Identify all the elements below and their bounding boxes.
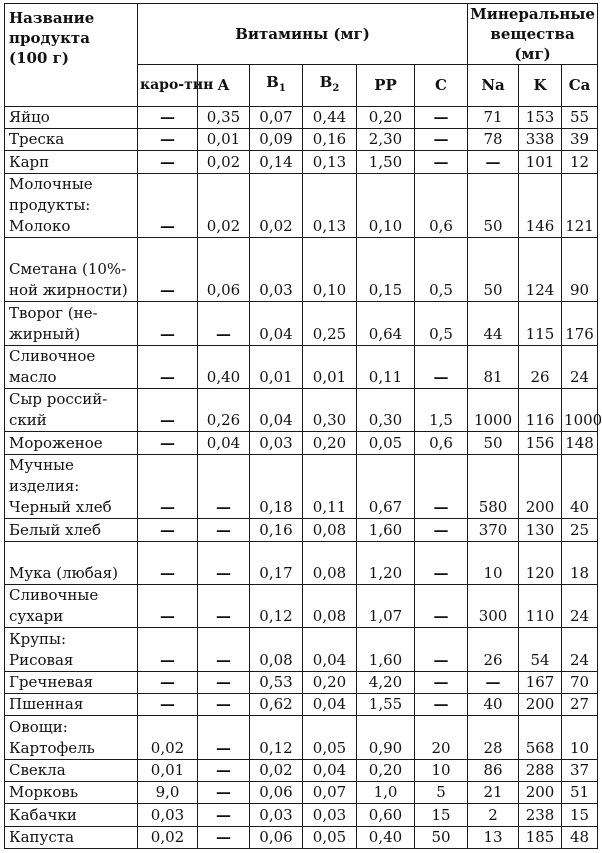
cell-ca: 90 — [562, 238, 598, 302]
cell-b2: 0,25 — [303, 302, 357, 345]
cell-ca: 48 — [562, 826, 598, 848]
cell-na: 300 — [468, 585, 519, 628]
cell-a: — — [198, 541, 250, 584]
cell-a: — — [198, 826, 250, 848]
cell-ca: 51 — [562, 782, 598, 804]
cell-b1: 0,08 — [250, 628, 303, 671]
cell-a: — — [198, 628, 250, 671]
product-name-cell: Сметана (10%-ной жирности) — [5, 238, 138, 302]
cell-ca: 55 — [562, 107, 598, 129]
cell-c: — — [415, 694, 468, 716]
cell-pp: 0,30 — [357, 388, 415, 431]
cell-c: — — [415, 151, 468, 173]
cell-k: 200 — [519, 454, 562, 519]
cell-b2: 0,04 — [303, 759, 357, 781]
cell-ca: 176 — [562, 302, 598, 345]
cell-carotene: — — [138, 519, 198, 541]
cell-carotene: — — [138, 129, 198, 151]
table-row — [5, 519, 598, 541]
cell-k: 156 — [519, 432, 562, 454]
cell-b2: 0,03 — [303, 804, 357, 826]
product-name-cell: Белый хлеб — [5, 519, 138, 541]
cell-c: 0,6 — [415, 432, 468, 454]
cell-na: — — [468, 151, 519, 173]
cell-b1: 0,14 — [250, 151, 303, 173]
cell-c: — — [415, 541, 468, 584]
cell-a: 0,02 — [198, 173, 250, 238]
cell-a: 0,02 — [198, 151, 250, 173]
table-row — [5, 238, 598, 302]
cell-k: 568 — [519, 716, 562, 759]
cell-b1: 0,03 — [250, 432, 303, 454]
cell-pp: 1,50 — [357, 151, 415, 173]
cell-pp: 0,67 — [357, 454, 415, 519]
table-row — [5, 671, 598, 693]
cell-carotene: — — [138, 173, 198, 238]
header-minerals: Минеральные вещества (мг) — [468, 4, 598, 65]
table-row — [5, 694, 598, 716]
cell-b1: 0,02 — [250, 173, 303, 238]
cell-carotene: — — [138, 107, 198, 129]
cell-ca: 40 — [562, 454, 598, 519]
cell-b2: 0,04 — [303, 694, 357, 716]
header-vitamin-b1 — [250, 65, 303, 107]
cell-na: — — [468, 671, 519, 693]
cell-b2: 0,20 — [303, 671, 357, 693]
cell-k: 26 — [519, 345, 562, 388]
product-name-cell: Сливочные сухари — [5, 585, 138, 628]
cell-k: 185 — [519, 826, 562, 848]
cell-b1: 0,53 — [250, 671, 303, 693]
cell-pp: 1,55 — [357, 694, 415, 716]
product-name-cell: Кабачки — [5, 804, 138, 826]
cell-c: 20 — [415, 716, 468, 759]
table-row — [5, 388, 598, 431]
cell-b2: 0,13 — [303, 173, 357, 238]
cell-ca: 39 — [562, 129, 598, 151]
product-name-cell: Пшенная — [5, 694, 138, 716]
cell-b2: 0,04 — [303, 628, 357, 671]
cell-b2: 0,01 — [303, 345, 357, 388]
header-product-name: Название продукта (100 г) — [5, 4, 138, 107]
header-vitamin-b1-base: B — [266, 73, 279, 91]
cell-c: 10 — [415, 759, 468, 781]
cell-ca: 24 — [562, 345, 598, 388]
cell-b1: 0,12 — [250, 716, 303, 759]
cell-b1: 0,18 — [250, 454, 303, 519]
cell-k: 153 — [519, 107, 562, 129]
product-name-cell: Сыр россий-ский — [5, 388, 138, 431]
cell-na: 50 — [468, 432, 519, 454]
product-name-cell: Творог (не-жирный) — [5, 302, 138, 345]
cell-carotene: — — [138, 585, 198, 628]
cell-na: 86 — [468, 759, 519, 781]
cell-b2: 0,16 — [303, 129, 357, 151]
cell-k: 120 — [519, 541, 562, 584]
table-body — [5, 107, 602, 849]
cell-ca: 148 — [562, 432, 598, 454]
cell-b1: 0,04 — [250, 388, 303, 431]
cell-ca: 70 — [562, 671, 598, 693]
cell-b2: 0,07 — [303, 782, 357, 804]
cell-pp: 0,20 — [357, 759, 415, 781]
cell-carotene: — — [138, 151, 198, 173]
nutrition-table — [4, 3, 602, 849]
cell-b1: 0,62 — [250, 694, 303, 716]
cell-b1: 0,12 — [250, 585, 303, 628]
cell-b1: 0,02 — [250, 759, 303, 781]
cell-c: — — [415, 585, 468, 628]
product-name-cell: Свекла — [5, 759, 138, 781]
cell-k: 146 — [519, 173, 562, 238]
cell-c: — — [415, 519, 468, 541]
table-row — [5, 302, 598, 345]
header-vitamin-b2 — [303, 65, 357, 107]
table-row — [5, 782, 598, 804]
cell-ca: 27 — [562, 694, 598, 716]
product-name-cell: Капуста — [5, 826, 138, 848]
cell-carotene: — — [138, 671, 198, 693]
cell-c: — — [415, 129, 468, 151]
product-name-cell: Мороженое — [5, 432, 138, 454]
header-vitamin-a: A — [198, 65, 250, 107]
cell-b2: 0,08 — [303, 519, 357, 541]
cell-carotene: 0,03 — [138, 804, 198, 826]
cell-pp: 0,15 — [357, 238, 415, 302]
cell-b2: 0,08 — [303, 585, 357, 628]
cell-k: 200 — [519, 782, 562, 804]
product-name-cell: Овощи: Картофель — [5, 716, 138, 759]
cell-b2: 0,20 — [303, 432, 357, 454]
cell-b2: 0,05 — [303, 716, 357, 759]
cell-k: 101 — [519, 151, 562, 173]
table-row — [5, 826, 598, 848]
cell-pp: 2,30 — [357, 129, 415, 151]
product-name-cell: Карп — [5, 151, 138, 173]
header-vitamin-b2-sub: 2 — [332, 83, 340, 94]
cell-ca: 121 — [562, 173, 598, 238]
cell-b1: 0,01 — [250, 345, 303, 388]
header-carotene: каро-тин — [138, 65, 198, 107]
cell-pp: 1,60 — [357, 628, 415, 671]
header-vitamin-b1-sub: 1 — [278, 83, 286, 94]
cell-ca: 24 — [562, 628, 598, 671]
product-name-cell: Мука (любая) — [5, 541, 138, 584]
header-vitamin-pp: PP — [357, 65, 415, 107]
cell-carotene: — — [138, 345, 198, 388]
cell-pp: 0,60 — [357, 804, 415, 826]
cell-k: 338 — [519, 129, 562, 151]
header-calcium: Ca — [562, 65, 598, 107]
product-name-cell: Морковь — [5, 782, 138, 804]
product-name-cell: Сливочное масло — [5, 345, 138, 388]
cell-ca: 18 — [562, 541, 598, 584]
cell-k: 167 — [519, 671, 562, 693]
table-row — [5, 541, 598, 584]
cell-b2: 0,11 — [303, 454, 357, 519]
cell-pp: 1,20 — [357, 541, 415, 584]
table-row — [5, 628, 598, 671]
cell-carotene: — — [138, 302, 198, 345]
table-row — [5, 585, 598, 628]
header-sodium: Na — [468, 65, 519, 107]
table-row — [5, 759, 598, 781]
cell-k: 110 — [519, 585, 562, 628]
cell-pp: 1,60 — [357, 519, 415, 541]
cell-k: 288 — [519, 759, 562, 781]
cell-carotene: 0,01 — [138, 759, 198, 781]
cell-a: 0,01 — [198, 129, 250, 151]
cell-a: — — [198, 759, 250, 781]
cell-c: 1,5 — [415, 388, 468, 431]
cell-a: 0,35 — [198, 107, 250, 129]
cell-c: — — [415, 107, 468, 129]
cell-a: 0,04 — [198, 432, 250, 454]
product-name-cell: Гречневая — [5, 671, 138, 693]
cell-c: 5 — [415, 782, 468, 804]
cell-na: 580 — [468, 454, 519, 519]
cell-ca: 25 — [562, 519, 598, 541]
cell-c: 0,6 — [415, 173, 468, 238]
cell-ca: 37 — [562, 759, 598, 781]
cell-pp: 4,20 — [357, 671, 415, 693]
cell-carotene: — — [138, 541, 198, 584]
cell-a: — — [198, 585, 250, 628]
cell-c: 50 — [415, 826, 468, 848]
cell-b2: 0,44 — [303, 107, 357, 129]
cell-b1: 0,04 — [250, 302, 303, 345]
cell-carotene: — — [138, 388, 198, 431]
cell-pp: 0,64 — [357, 302, 415, 345]
cell-b1: 0,06 — [250, 826, 303, 848]
cell-a: 0,26 — [198, 388, 250, 431]
cell-na: 2 — [468, 804, 519, 826]
table-row — [5, 454, 598, 519]
cell-pp: 0,40 — [357, 826, 415, 848]
cell-c: 15 — [415, 804, 468, 826]
cell-na: 71 — [468, 107, 519, 129]
cell-b2: 0,05 — [303, 826, 357, 848]
cell-a: — — [198, 454, 250, 519]
cell-k: 115 — [519, 302, 562, 345]
cell-a: — — [198, 694, 250, 716]
table-row — [5, 716, 598, 759]
cell-ca: 1000 — [562, 388, 598, 431]
cell-c: — — [415, 454, 468, 519]
cell-b2: 0,13 — [303, 151, 357, 173]
cell-carotene: — — [138, 238, 198, 302]
cell-a: — — [198, 302, 250, 345]
cell-b1: 0,06 — [250, 782, 303, 804]
cell-c: 0,5 — [415, 238, 468, 302]
table-row — [5, 107, 598, 129]
header-potassium: K — [519, 65, 562, 107]
table-row — [5, 173, 598, 238]
cell-pp: 0,05 — [357, 432, 415, 454]
cell-na: 1000 — [468, 388, 519, 431]
cell-na: 50 — [468, 173, 519, 238]
cell-c: — — [415, 671, 468, 693]
cell-carotene: 0,02 — [138, 716, 198, 759]
cell-c: — — [415, 628, 468, 671]
cell-carotene: — — [138, 694, 198, 716]
product-name-cell: Мучные изделия: Черный хлеб — [5, 454, 138, 519]
cell-a: — — [198, 519, 250, 541]
cell-pp: 1,07 — [357, 585, 415, 628]
cell-k: 200 — [519, 694, 562, 716]
cell-carotene: — — [138, 628, 198, 671]
table-row — [5, 129, 598, 151]
cell-a: — — [198, 716, 250, 759]
cell-carotene: — — [138, 454, 198, 519]
cell-na: 81 — [468, 345, 519, 388]
cell-b2: 0,30 — [303, 388, 357, 431]
cell-k: 130 — [519, 519, 562, 541]
cell-a: 0,06 — [198, 238, 250, 302]
cell-a: 0,40 — [198, 345, 250, 388]
cell-na: 26 — [468, 628, 519, 671]
cell-b2: 0,10 — [303, 238, 357, 302]
cell-ca: 10 — [562, 716, 598, 759]
cell-carotene: — — [138, 432, 198, 454]
product-name-cell: Крупы: Рисовая — [5, 628, 138, 671]
header-vitamin-b2-base: B — [319, 73, 333, 91]
cell-k: 54 — [519, 628, 562, 671]
cell-b1: 0,03 — [250, 238, 303, 302]
cell-pp: 0,10 — [357, 173, 415, 238]
cell-a: — — [198, 804, 250, 826]
cell-na: 21 — [468, 782, 519, 804]
cell-na: 13 — [468, 826, 519, 848]
cell-carotene: 9,0 — [138, 782, 198, 804]
cell-b1: 0,03 — [250, 804, 303, 826]
cell-b1: 0,07 — [250, 107, 303, 129]
product-name-cell: Треска — [5, 129, 138, 151]
cell-na: 28 — [468, 716, 519, 759]
cell-ca: 15 — [562, 804, 598, 826]
cell-na: 44 — [468, 302, 519, 345]
cell-b2: 0,08 — [303, 541, 357, 584]
cell-na: 40 — [468, 694, 519, 716]
cell-b1: 0,17 — [250, 541, 303, 584]
cell-a: — — [198, 671, 250, 693]
cell-c: 0,5 — [415, 302, 468, 345]
cell-b1: 0,16 — [250, 519, 303, 541]
cell-a: — — [198, 782, 250, 804]
cell-carotene: 0,02 — [138, 826, 198, 848]
product-name-cell: Молочные продукты: Молоко — [5, 173, 138, 238]
cell-na: 50 — [468, 238, 519, 302]
cell-na: 78 — [468, 129, 519, 151]
cell-pp: 0,11 — [357, 345, 415, 388]
cell-k: 238 — [519, 804, 562, 826]
cell-c: — — [415, 345, 468, 388]
table-row — [5, 345, 598, 388]
cell-k: 116 — [519, 388, 562, 431]
cell-pp: 0,90 — [357, 716, 415, 759]
header-vitamins: Витамины (мг) — [138, 4, 468, 65]
cell-ca: 24 — [562, 585, 598, 628]
cell-k: 124 — [519, 238, 562, 302]
table-row — [5, 432, 598, 454]
header-vitamin-c: C — [415, 65, 468, 107]
table-row — [5, 151, 598, 173]
cell-na: 10 — [468, 541, 519, 584]
table-row — [5, 804, 598, 826]
cell-na: 370 — [468, 519, 519, 541]
cell-ca: 12 — [562, 151, 598, 173]
cell-b1: 0,09 — [250, 129, 303, 151]
cell-pp: 0,20 — [357, 107, 415, 129]
product-name-cell: Яйцо — [5, 107, 138, 129]
cell-pp: 1,0 — [357, 782, 415, 804]
